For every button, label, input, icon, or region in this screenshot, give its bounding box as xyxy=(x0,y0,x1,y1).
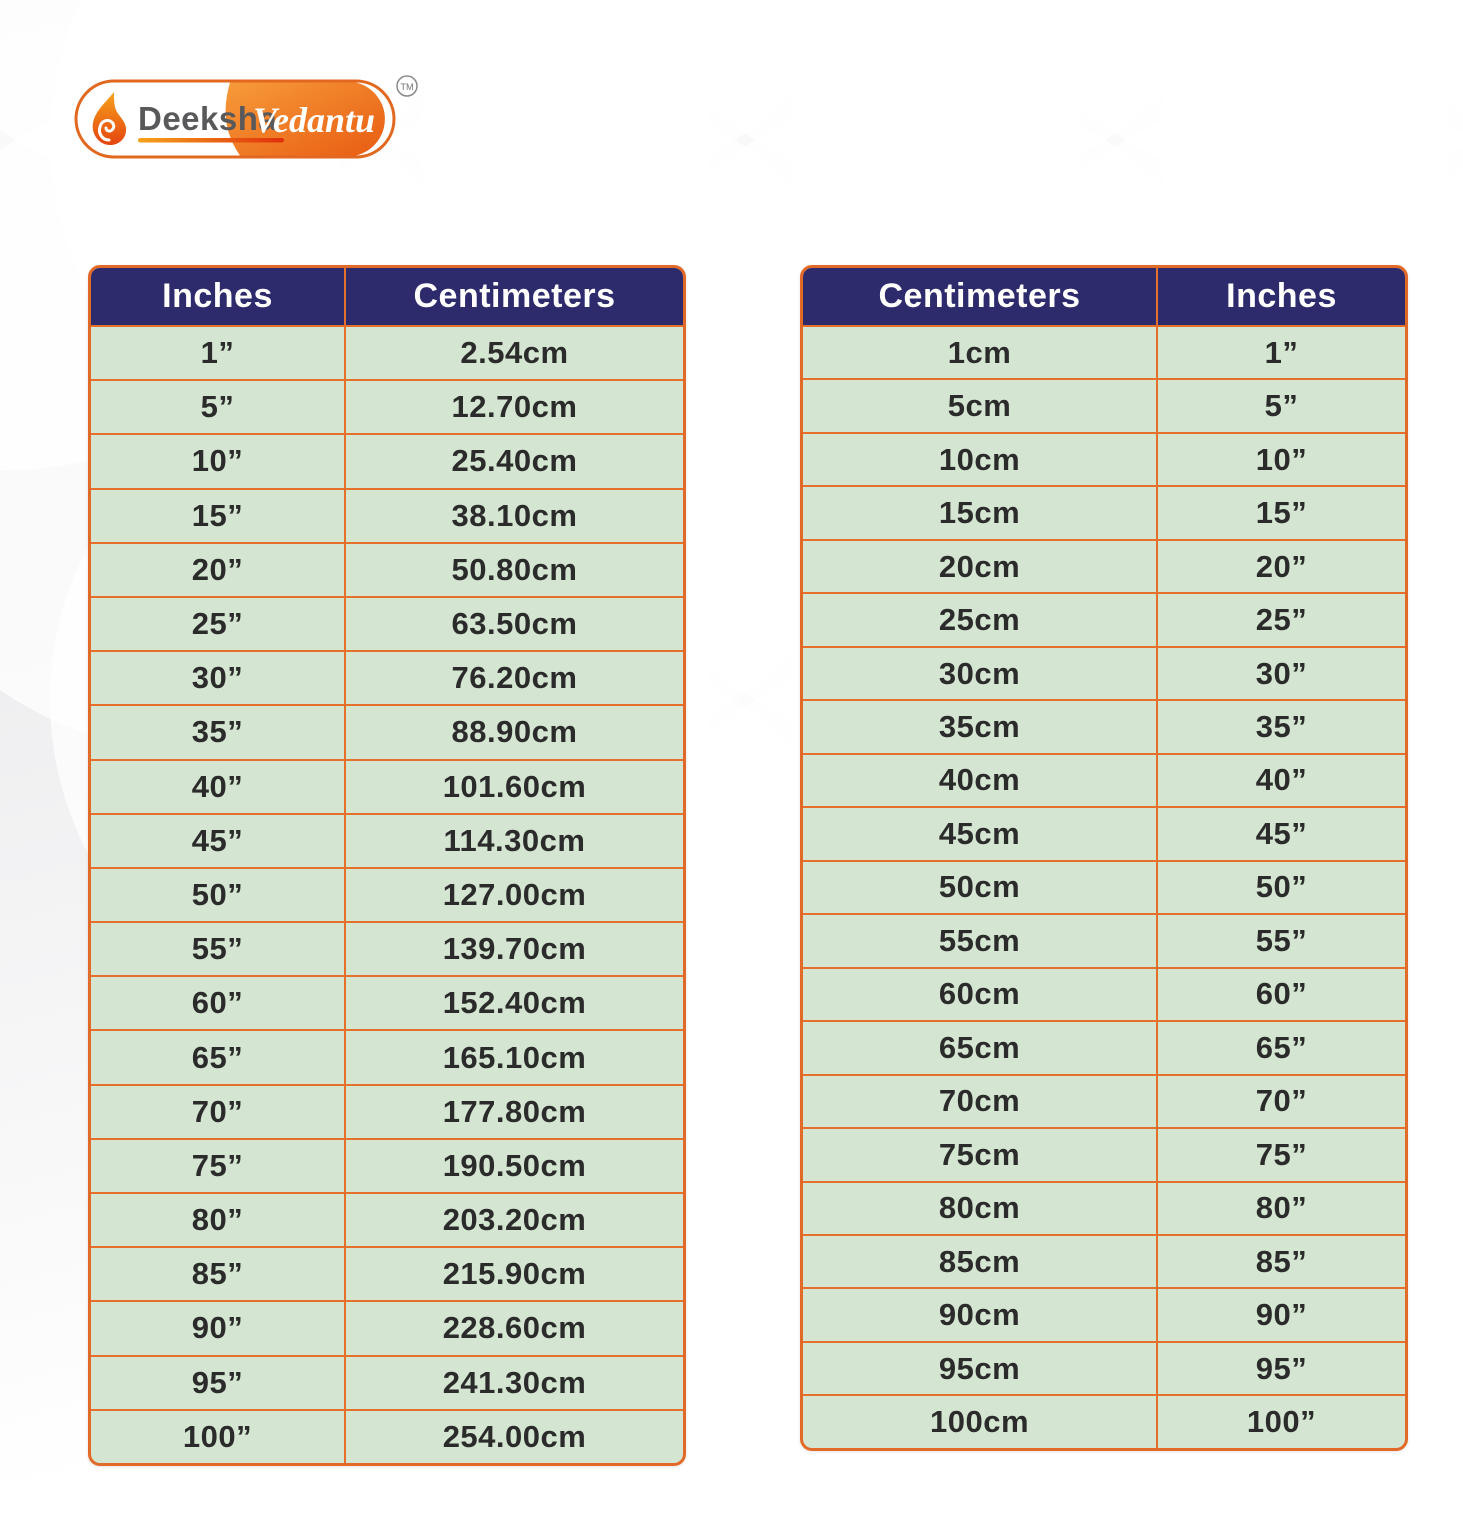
inches-cell: 60” xyxy=(191,985,244,1021)
inches-cell: 1” xyxy=(200,335,235,371)
cm-cell: 101.60cm xyxy=(344,761,683,813)
inches-cell: 65” xyxy=(191,1039,244,1075)
cm-cell: 50cm xyxy=(938,869,1021,905)
table-row xyxy=(91,1246,683,1300)
cm-cell: 88.90cm xyxy=(344,706,683,758)
header-inches: Inches xyxy=(162,277,273,315)
cm-cell: 254.00cm xyxy=(344,1411,683,1463)
cm-cell: 35cm xyxy=(938,709,1021,745)
cm-cell: 55cm xyxy=(938,922,1021,958)
cm-cell: 90cm xyxy=(938,1297,1021,1333)
cm-cell: 203.20cm xyxy=(344,1194,683,1246)
inches-cell: 90” xyxy=(1156,1289,1405,1340)
header-centimeters: Centimeters xyxy=(878,277,1081,315)
table-row xyxy=(803,967,1405,1020)
table-row xyxy=(803,1181,1405,1234)
table-row xyxy=(803,1287,1405,1340)
cm-cell: 165.10cm xyxy=(344,1031,683,1083)
table-row xyxy=(803,913,1405,966)
table-row xyxy=(803,378,1405,431)
inches-cell: 100” xyxy=(182,1418,253,1454)
header-inches: Inches xyxy=(1156,268,1405,325)
cm-cell: 15cm xyxy=(938,495,1021,531)
cm-cell: 63.50cm xyxy=(344,598,683,650)
inches-cell: 45” xyxy=(191,822,244,858)
table-row xyxy=(91,1138,683,1192)
inches-cell: 30” xyxy=(191,660,244,696)
cm-cell: 10cm xyxy=(938,441,1021,477)
table-row xyxy=(91,1300,683,1354)
table-row xyxy=(91,704,683,758)
table-row xyxy=(803,485,1405,538)
inches-cell: 35” xyxy=(1156,701,1405,752)
inches-cell: 15” xyxy=(191,497,244,533)
inches-cell: 5” xyxy=(1156,380,1405,431)
header-centimeters: Centimeters xyxy=(344,268,683,325)
table-row xyxy=(91,921,683,975)
inches-cell: 75” xyxy=(191,1147,244,1183)
table-body xyxy=(91,325,683,1463)
inches-cell: 90” xyxy=(191,1310,244,1346)
table-row xyxy=(803,806,1405,859)
inches-cell: 85” xyxy=(1156,1236,1405,1287)
cm-cell: 139.70cm xyxy=(344,923,683,975)
cm-cell: 95cm xyxy=(938,1350,1021,1386)
deeksha-vedantu-logo xyxy=(74,74,422,164)
inches-cell: 75” xyxy=(1156,1129,1405,1180)
inches-cell: 55” xyxy=(191,931,244,967)
inches-cell: 40” xyxy=(191,768,244,804)
cm-cell: 25cm xyxy=(938,602,1021,638)
inches-cell: 40” xyxy=(1156,755,1405,806)
table-row xyxy=(91,975,683,1029)
table-row xyxy=(91,433,683,487)
cm-cell: 50.80cm xyxy=(344,544,683,596)
table-header-row xyxy=(91,268,683,325)
inches-cell: 25” xyxy=(191,606,244,642)
table-row xyxy=(91,813,683,867)
cm-cell: 38.10cm xyxy=(344,490,683,542)
cm-cell: 60cm xyxy=(938,976,1021,1012)
table-row xyxy=(803,325,1405,378)
inches-cell: 20” xyxy=(191,551,244,587)
table-row xyxy=(91,542,683,596)
cm-cell: 241.30cm xyxy=(344,1357,683,1409)
inches-cell: 80” xyxy=(1156,1183,1405,1234)
inches-cell: 30” xyxy=(1156,648,1405,699)
table-row xyxy=(91,488,683,542)
table-row xyxy=(803,860,1405,913)
inches-cell: 15” xyxy=(1156,487,1405,538)
inches-cell: 100” xyxy=(1156,1396,1405,1447)
inches-cell: 60” xyxy=(1156,969,1405,1020)
inches-cell: 85” xyxy=(191,1256,244,1292)
cm-cell: 30cm xyxy=(938,655,1021,691)
table-row xyxy=(91,759,683,813)
table-row xyxy=(803,753,1405,806)
table-row xyxy=(803,592,1405,645)
cm-cell: 76.20cm xyxy=(344,652,683,704)
inches-cell: 50” xyxy=(1156,862,1405,913)
inches-cell: 70” xyxy=(1156,1076,1405,1127)
cm-cell: 80cm xyxy=(938,1190,1021,1226)
inches-cell: 70” xyxy=(191,1093,244,1129)
vedantu-wordmark: Vedantu xyxy=(252,100,376,140)
table-row xyxy=(91,1192,683,1246)
cm-cell: 45cm xyxy=(938,815,1021,851)
table-row xyxy=(91,1355,683,1409)
table-row xyxy=(803,1234,1405,1287)
cm-cell: 2.54cm xyxy=(344,327,683,379)
cm-cell: 40cm xyxy=(938,762,1021,798)
table-row xyxy=(91,596,683,650)
cm-cell: 228.60cm xyxy=(344,1302,683,1354)
cm-cell: 114.30cm xyxy=(344,815,683,867)
table-row xyxy=(91,1084,683,1138)
cm-cell: 100cm xyxy=(929,1404,1030,1440)
cm-cell: 65cm xyxy=(938,1029,1021,1065)
cm-cell: 75cm xyxy=(938,1136,1021,1172)
deeksha-wordmark: Deeksha xyxy=(138,100,278,137)
inches-to-cm-table xyxy=(88,265,686,1466)
cm-cell: 5cm xyxy=(947,388,1012,424)
cm-cell: 12.70cm xyxy=(344,381,683,433)
table-row xyxy=(91,1409,683,1463)
table-row xyxy=(803,1341,1405,1394)
table-row xyxy=(91,1029,683,1083)
table-row xyxy=(803,646,1405,699)
cm-to-inches-table xyxy=(800,265,1408,1451)
inches-cell: 50” xyxy=(191,876,244,912)
cm-cell: 215.90cm xyxy=(344,1248,683,1300)
table-row xyxy=(91,379,683,433)
inches-cell: 25” xyxy=(1156,594,1405,645)
table-row xyxy=(91,325,683,379)
inches-cell: 45” xyxy=(1156,808,1405,859)
cm-cell: 20cm xyxy=(938,548,1021,584)
trademark-symbol: TM xyxy=(400,82,414,92)
cm-cell: 70cm xyxy=(938,1083,1021,1119)
cm-cell: 1cm xyxy=(947,334,1012,370)
inches-cell: 10” xyxy=(191,443,244,479)
inches-cell: 5” xyxy=(200,389,235,425)
cm-cell: 25.40cm xyxy=(344,435,683,487)
inches-cell: 35” xyxy=(191,714,244,750)
inches-cell: 10” xyxy=(1156,434,1405,485)
cm-cell: 127.00cm xyxy=(344,869,683,921)
table-row xyxy=(803,1020,1405,1073)
table-row xyxy=(803,539,1405,592)
inches-cell: 20” xyxy=(1156,541,1405,592)
table-row xyxy=(803,432,1405,485)
table-row xyxy=(803,1394,1405,1447)
cm-cell: 190.50cm xyxy=(344,1140,683,1192)
cm-cell: 177.80cm xyxy=(344,1086,683,1138)
inches-cell: 1” xyxy=(1156,327,1405,378)
inches-cell: 65” xyxy=(1156,1022,1405,1073)
cm-cell: 85cm xyxy=(938,1243,1021,1279)
table-row xyxy=(91,867,683,921)
table-header-row xyxy=(803,268,1405,325)
inches-cell: 55” xyxy=(1156,915,1405,966)
logo-graphic xyxy=(74,74,422,164)
table-row xyxy=(803,699,1405,752)
inches-cell: 95” xyxy=(1156,1343,1405,1394)
table-row xyxy=(803,1127,1405,1180)
table-row xyxy=(91,650,683,704)
inches-cell: 80” xyxy=(191,1202,244,1238)
table-row xyxy=(803,1074,1405,1127)
table-body xyxy=(803,325,1405,1448)
cm-cell: 152.40cm xyxy=(344,977,683,1029)
inches-cell: 95” xyxy=(191,1364,244,1400)
